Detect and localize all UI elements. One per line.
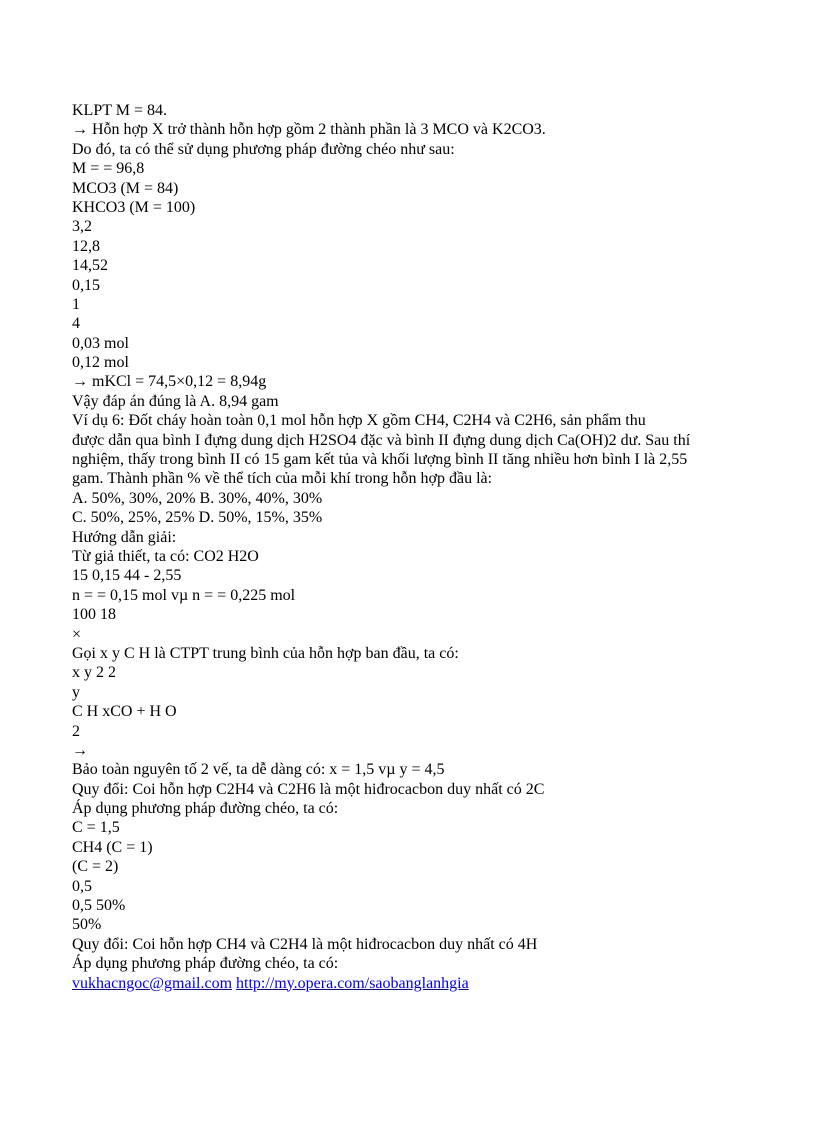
text-line: C = 1,5 — [72, 819, 120, 837]
text-line: 0,5 — [72, 877, 92, 895]
website-link[interactable]: http://my.opera.com/saobanglanhgia — [236, 974, 469, 992]
text-line: Áp dụng phương pháp đường chéo, ta có: — [72, 955, 339, 973]
text-line: 3,2 — [72, 218, 92, 236]
email-link[interactable]: vukhacngoc@gmail.com — [72, 974, 233, 992]
text-line: 0,03 mol — [72, 334, 129, 352]
text-line: MCO3 (M = 84) — [72, 179, 179, 197]
text-line: n = = 0,15 mol vµ n = = 0,225 mol — [72, 586, 296, 604]
text-line: Áp dụng phương pháp đường chéo, ta có: — [72, 800, 339, 818]
text-line: Bảo toàn nguyên tố 2 vế, ta dễ dàng có: x = 1,5 vµ y = 4,5 — [72, 761, 445, 779]
text-line: Quy đổi: Coi hỗn hợp CH4 và C2H4 là một hiđrocacbon duy nhất có 4H — [72, 935, 538, 953]
text-line: × — [72, 625, 82, 643]
footer-links — [72, 974, 772, 993]
text-line: Ví dụ 6: Đốt cháy hoàn toàn 0,1 mol hỗn hợp X gồm CH4, C2H4 và C2H6, sản phẩm thu — [72, 412, 646, 430]
text-line: 12,8 — [72, 237, 100, 255]
text-line: KLPT M = 84. — [72, 102, 167, 119]
text-line: được dẫn qua bình I đựng dung dịch H2SO4 đặc và bình II đựng dung dịch Ca(OH)2 dư. Sau thí — [72, 431, 691, 449]
text-line: (C = 2) — [72, 858, 119, 876]
text-line: Gọi x y C H là CTPT trung bình của hỗn hợp ban đầu, ta có: — [72, 644, 459, 662]
text-line: C H xCO + H O — [72, 703, 177, 721]
text-line: 0,12 mol — [72, 354, 129, 372]
text-line: M = = 96,8 — [72, 160, 145, 178]
text-line: 0,5 50% — [72, 897, 126, 915]
text-line: 15 0,15 44 - 2,55 — [72, 567, 182, 585]
text-line: y — [72, 683, 80, 701]
text-line: A. 50%, 30%, 20% B. 30%, 40%, 30% — [72, 489, 323, 507]
text-line: 1 — [72, 295, 80, 313]
text-line: → mKCl = 74,5×0,12 = 8,94g — [72, 373, 267, 391]
text-line: 0,15 — [72, 276, 100, 294]
text-line: 100 18 — [72, 606, 116, 624]
text-line: nghiệm, thấy trong bình II có 15 gam kết tủa và khối lượng bình II tăng nhiều hơn bình I là 2,55 — [72, 451, 688, 469]
text-line: 14,52 — [72, 257, 108, 275]
text-line: Từ giả thiết, ta có: CO2 H2O — [72, 547, 259, 565]
text-line: KHCO3 (M = 100) — [72, 198, 196, 216]
text-line: C. 50%, 25%, 25% D. 50%, 15%, 35% — [72, 509, 323, 527]
document-body — [72, 101, 772, 993]
text-line: 50% — [72, 916, 102, 934]
document-lines — [72, 101, 772, 974]
text-line: → — [72, 741, 88, 759]
text-line: x y 2 2 — [72, 664, 116, 682]
text-line: 4 — [72, 315, 80, 333]
text-line: Quy đổi: Coi hỗn hợp C2H4 và C2H6 là một hiđrocacbon duy nhất có 2C — [72, 780, 545, 798]
text-line: gam. Thành phần % về thể tích của mỗi khí trong hỗn hợp đầu là: — [72, 470, 493, 488]
text-line: → Hỗn hợp X trở thành hỗn hợp gồm 2 thành phần là 3 MCO và K2CO3. — [72, 121, 546, 139]
text-line: Do đó, ta có thể sử dụng phương pháp đường chéo như sau: — [72, 140, 455, 158]
text-line: 2 — [72, 722, 80, 740]
text-line: Vậy đáp án đúng là A. 8,94 gam — [72, 392, 279, 410]
text-line: CH4 (C = 1) — [72, 838, 153, 856]
text-line: Hướng dẫn giải: — [72, 528, 177, 546]
